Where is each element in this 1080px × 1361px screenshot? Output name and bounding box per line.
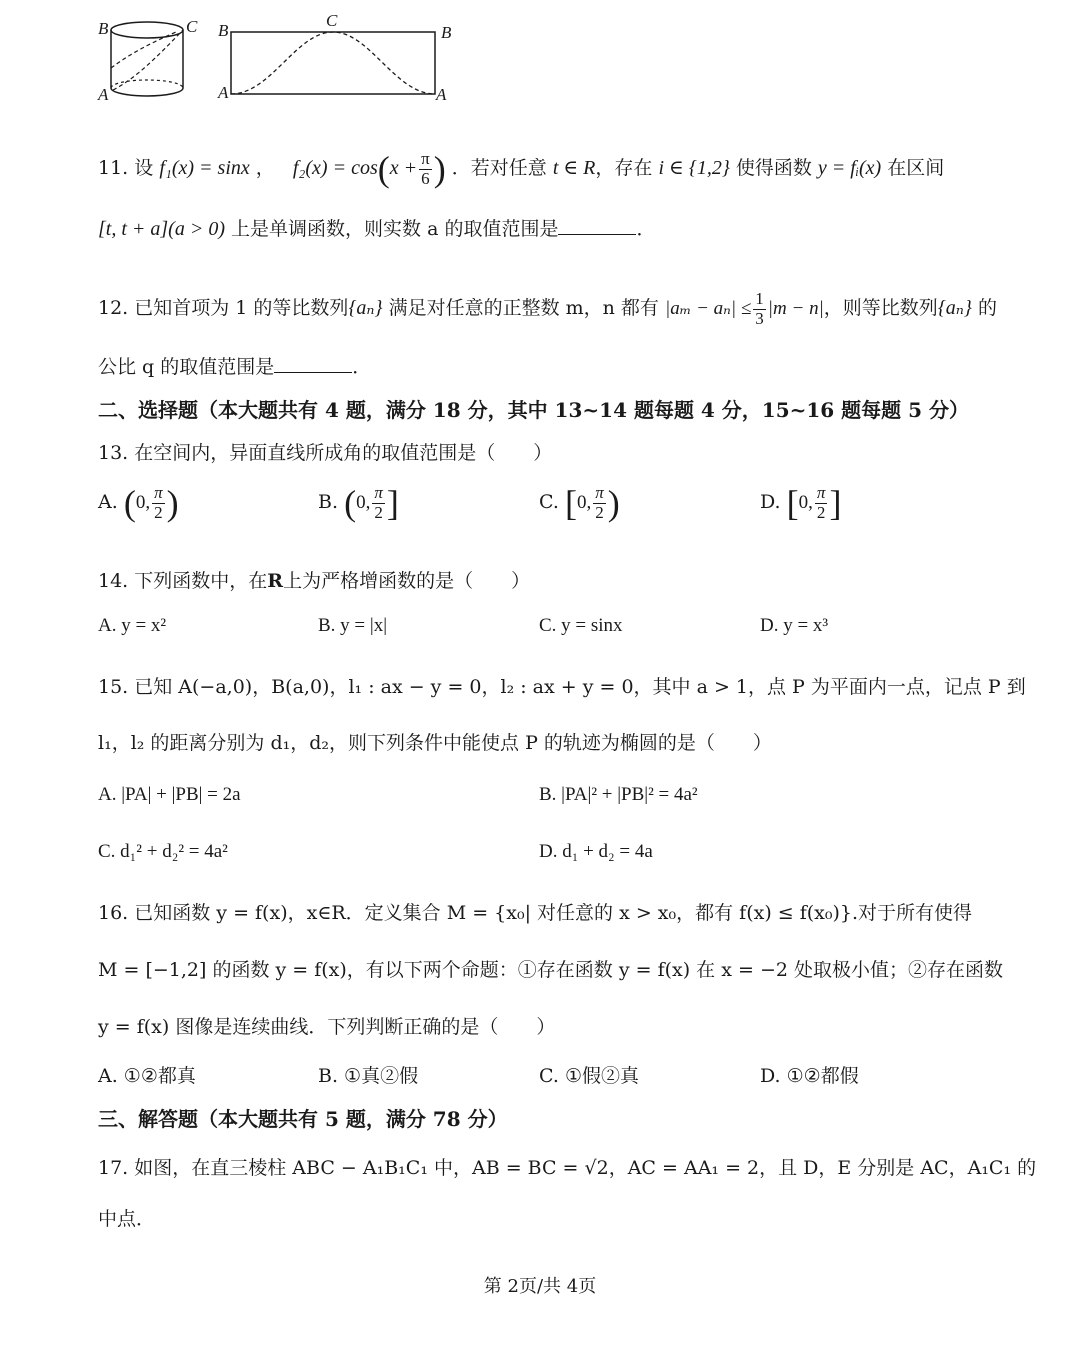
question-15-line2: l₁，l₂ 的距离分别为 d₁，d₂，则下列条件中能使点 P 的轨迹为椭圆的是（ ） [98,732,772,754]
q12-ineq-left: |aₘ − aₙ| ≤ [664,298,752,320]
q16-option-b[interactable]: B. ①真②假 [318,1065,419,1087]
question-15-line1: 15. 已知 A(−a,0)，B(a,0)，l₁ : ax − y = 0，l₂ : ax + y = 0，其中 a > 1，点 P 为平面内一点，记点 P 到 [98,676,1026,698]
q12-text1: 已知首项为 1 的等比数列 [134,297,349,320]
q11-number: 11. [98,157,129,179]
q11-line2-text: 上是单调函数，则实数 a 的取值范围是 [231,218,559,240]
q11-f2-x: x + [389,157,418,179]
q15-option-d[interactable]: D. d₁ + d₂ = 4a [539,841,653,862]
q11-sep: ， [255,157,275,179]
q13-option-d[interactable]: D. [0, $\frac{\pi}{2}$ ] [760,482,842,523]
q13-option-b[interactable]: B. (0, $\frac{\pi}{2}$ ] [318,482,399,523]
q11-y-fi: y = fᵢ(x) [817,157,882,179]
cylinder-unrolled-figure [96,8,476,108]
q11-t-in-R: t ∈ R [552,157,596,179]
rect-label-c-top: C [326,11,338,30]
cyl-label-b: B [98,19,109,38]
q15-option-c[interactable]: C. d₁² + d₂² = 4a² [98,841,228,862]
q12-an2: {aₙ} [937,297,972,320]
q14-option-c[interactable]: C. y = sinx [539,615,623,636]
q11-pi-over-6: $\frac{\pi}{6}$ [421,148,430,188]
question-12-line2: 公比 q 的取值范围是 ． [98,356,372,378]
q12-text3: ，则等比数列 [823,297,938,320]
question-12-line1 [98,290,997,328]
q13-option-c[interactable]: C. [0, $\frac{\pi}{2}$ ) [539,482,620,523]
q12-de: 的 [977,297,997,320]
question-11-line2: [t, t + a](a > 0) 上是单调函数，则实数 a 的取值范围是 ． [98,218,656,240]
q14-option-b[interactable]: B. y = |x| [318,615,387,636]
cyl-label-a: A [98,85,109,104]
rect-label-b-left: B [218,21,229,40]
q13-option-a[interactable]: A. (0, $\frac{\pi}{2}$ ) [98,482,179,523]
question-11-line1: 11. 设 f₁(x) = sinx ， f₂(x) = cos(x + $\frac{\pi}{6}$ ) ．若对任意 t ∈ R，存在 i ∈ {1,2} 使得函数 y = fᵢ(x) 在区间 [98,148,945,189]
q12-ineq-right: |m − n| [767,298,824,320]
q16-option-a[interactable]: A. ①②都真 [98,1065,196,1087]
q12-line2: 公比 q 的取值范围是 [98,356,275,378]
q11-f1: f₁(x) = sinx [159,157,250,179]
q11-interval-word: 在区间 [887,157,945,179]
q12-text2: 满足对任意的正整数 m，n 都有 [388,297,659,320]
question-14-stem: 14. 下列函数中，在R上为严格增函数的是（ ） [98,570,531,592]
q11-interval: [t, t + a](a > 0) [98,218,225,240]
question-16-line2: M = [−1,2] 的函数 y = f(x)，有以下两个命题：①存在函数 y = f(x) 在 x = −2 处取极小值；②存在函数 [98,959,1003,981]
q12-an: {aₙ} [348,297,383,320]
page-footer: 第 2页/共 4页 [483,1276,597,1297]
rect-label-b-right: B [441,23,452,42]
question-17-line2: 中点． [98,1208,156,1230]
section-2-heading: 二、选择题（本大题共有 4 题，满分 18 分，其中 13~14 题每题 4 分，15~16 题每题 5 分） [98,398,970,422]
q11-lead: 设 [134,157,154,179]
q11-answer-blank[interactable] [558,216,636,235]
q15-option-a[interactable]: A. |PA| + |PB| = 2a [98,784,241,805]
q12-number: 12. [98,297,129,320]
question-16-line1: 16. 已知函数 y = f(x)，x∈R．定义集合 M = {x₀| 对任意的 x > x₀，都有 f(x) ≤ f(x₀)}.对于所有使得 [98,902,973,924]
unrolled-rectangle [217,11,452,104]
q11-f2-lead: f₂(x) = cos [292,157,378,179]
q15-option-b[interactable]: B. |PA|² + |PB|² = 4a² [539,784,698,805]
section-3-heading: 三、解答题（本大题共有 5 题，满分 78 分） [98,1107,508,1131]
q16-option-c[interactable]: C. ①假②真 [539,1065,639,1087]
rect-label-a-right: A [436,85,447,104]
q11-make: 使得函数 [735,157,812,179]
question-17-line1: 17. 如图，在直三棱柱 ABC − A₁B₁C₁ 中，AB = BC = √2，AC = AA₁ = 2，且 D，E 分别是 AC，A₁C₁ 的 [98,1157,1037,1179]
q14-option-d[interactable]: D. y = x³ [760,615,829,636]
cyl-label-c: C [186,17,198,36]
q11-i-set: i ∈ {1,2} [658,157,730,179]
cylinder-diagram [97,17,198,104]
q14-option-a[interactable]: A. y = x² [98,615,167,636]
q12-one-third: $\frac{1}{3}$ [755,289,764,328]
question-13-stem: 13. 在空间内，异面直线所成角的取值范围是（ ） [98,442,553,464]
q11-exists: ，存在 [595,157,653,179]
rect-label-a-left: A [218,83,229,102]
question-16-line3: y = f(x) 图像是连续曲线．下列判断正确的是（ ） [98,1016,556,1038]
q12-answer-blank[interactable] [274,354,352,373]
q11-cond: ．若对任意 [451,157,547,179]
q16-option-d[interactable]: D. ①②都假 [760,1065,859,1087]
